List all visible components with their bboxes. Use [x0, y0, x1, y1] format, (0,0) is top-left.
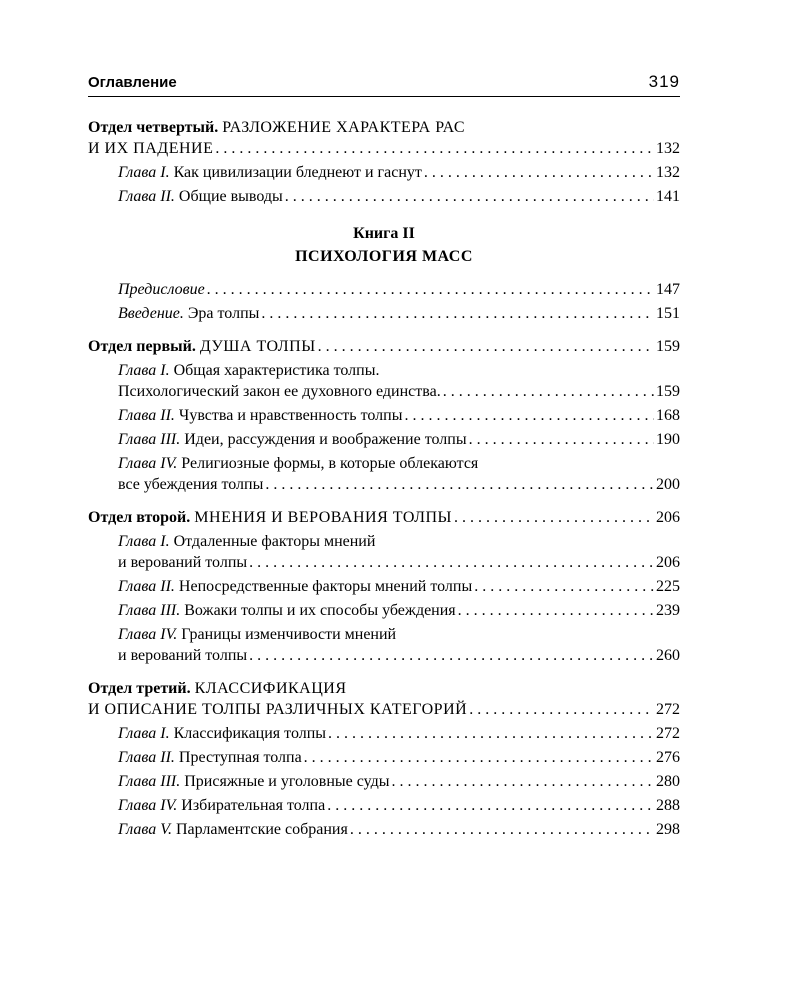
- leader-dots: [392, 771, 654, 792]
- section-title: ДУША ТОЛПЫ: [199, 338, 316, 355]
- toc-entry: [88, 507, 680, 528]
- leader-dots: [261, 303, 654, 324]
- toc-entry: [88, 576, 680, 597]
- chapter-label: Глава IV.: [118, 455, 178, 472]
- page-number: 132: [656, 164, 680, 181]
- section-3: [88, 678, 680, 840]
- section-label: Отдел третий.: [88, 680, 191, 697]
- page-number: 200: [656, 476, 680, 493]
- page-number: 159: [656, 338, 680, 355]
- section-1: [88, 336, 680, 495]
- leader-dots: [215, 138, 654, 159]
- page-number: 239: [656, 602, 680, 619]
- toc-entry: [88, 405, 680, 426]
- leader-dots: [249, 645, 654, 666]
- page-number: 147: [656, 281, 680, 298]
- page-number: 276: [656, 749, 680, 766]
- chapter-label: Глава II.: [118, 188, 175, 205]
- header-title: Оглавление: [88, 74, 177, 91]
- page-number: 280: [656, 773, 680, 790]
- leader-dots: [474, 576, 654, 597]
- section-label: Отдел четвертый.: [88, 119, 219, 136]
- page-number: 151: [656, 305, 680, 322]
- book-heading: [88, 223, 680, 269]
- toc-entry: [88, 279, 680, 300]
- toc-entry: [88, 723, 680, 744]
- page-number: 132: [656, 140, 680, 157]
- chapter-label: Глава IV.: [118, 626, 178, 643]
- leader-dots: [318, 336, 654, 357]
- section-label: Отдел первый.: [88, 338, 196, 355]
- leader-dots: [249, 552, 654, 573]
- section-title: РАЗЛОЖЕНИЕ ХАРАКТЕРА РАС: [222, 119, 465, 136]
- header-page-number: 319: [648, 72, 680, 91]
- chapter-label: Глава I.: [118, 362, 170, 379]
- leader-dots: [285, 186, 654, 207]
- section-title: МНЕНИЯ И ВЕРОВАНИЯ ТОЛПЫ: [194, 509, 452, 526]
- chapter-label: Глава I.: [118, 725, 170, 742]
- chapter-title-cont: Психологический закон ее духовного единства.: [118, 383, 441, 400]
- page-number: 168: [656, 407, 680, 424]
- section-part4: [88, 117, 680, 207]
- page-number: 260: [656, 647, 680, 664]
- leader-dots: [207, 279, 654, 300]
- chapter-title: Границы изменчивости мнений: [181, 626, 397, 643]
- section-title: КЛАССИФИКАЦИЯ: [194, 680, 347, 697]
- toc-entry: [88, 771, 680, 792]
- leader-dots: [304, 747, 654, 768]
- chapter-label: Глава I.: [118, 164, 170, 181]
- chapter-label: Глава IV.: [118, 797, 178, 814]
- page-number: 206: [656, 554, 680, 571]
- book-title: ПСИХОЛОГИЯ МАСС: [295, 248, 473, 265]
- page-number: 159: [656, 383, 680, 400]
- chapter-title: Отдаленные факторы мнений: [173, 533, 376, 550]
- page-number: 190: [656, 431, 680, 448]
- page-number: 141: [656, 188, 680, 205]
- leader-dots: [454, 507, 654, 528]
- leader-dots: [458, 600, 654, 621]
- toc-entry: [88, 819, 680, 840]
- leader-dots: [265, 474, 654, 495]
- chapter-title: Непосредственные факторы мнений толпы: [178, 578, 473, 595]
- toc-entry: [88, 747, 680, 768]
- toc-entry: [88, 186, 680, 207]
- chapter-title-cont: все убеждения толпы: [118, 476, 264, 493]
- page-number: 206: [656, 509, 680, 526]
- leader-dots: [404, 405, 654, 426]
- chapter-label: Глава II.: [118, 578, 175, 595]
- page-number: 225: [656, 578, 680, 595]
- chapter-title: Классификация толпы: [173, 725, 327, 742]
- toc-entry: [88, 624, 680, 666]
- front-label: Введение.: [118, 305, 184, 322]
- chapter-label: Глава II.: [118, 407, 175, 424]
- chapter-title: Общие выводы: [178, 188, 283, 205]
- toc-entry: [88, 162, 680, 183]
- toc-entry: [88, 600, 680, 621]
- toc-entry: [88, 336, 680, 357]
- toc-entry: [88, 678, 680, 720]
- toc-entry: [88, 795, 680, 816]
- chapter-title: Присяжные и уголовные суды: [184, 773, 390, 790]
- chapter-title: Вожаки толпы и их способы убеждения: [184, 602, 456, 619]
- chapter-title: Религиозные формы, в которые облекаются: [181, 455, 479, 472]
- leader-dots: [327, 795, 654, 816]
- chapter-label: Глава I.: [118, 533, 170, 550]
- front-title: Эра толпы: [187, 305, 260, 322]
- chapter-title: Чувства и нравственность толпы: [178, 407, 403, 424]
- chapter-title: Избирательная толпа: [181, 797, 326, 814]
- running-header: [88, 72, 680, 94]
- chapter-label: Глава III.: [118, 431, 181, 448]
- leader-dots: [350, 819, 654, 840]
- section-2: [88, 507, 680, 666]
- page-number: 272: [656, 701, 680, 718]
- section-title-cont: И ОПИСАНИЕ ТОЛПЫ РАЗЛИЧНЫХ КАТЕГОРИЙ: [88, 701, 468, 718]
- chapter-title: Общая характеристика толпы.: [173, 362, 380, 379]
- toc-entry: [88, 453, 680, 495]
- toc-entry: [88, 117, 680, 159]
- toc-entry: [88, 429, 680, 450]
- leader-dots: [328, 723, 654, 744]
- section-label: Отдел второй.: [88, 509, 191, 526]
- table-of-contents: [88, 117, 680, 840]
- book-label: Книга II: [353, 225, 415, 242]
- chapter-title: Парламентские собрания: [175, 821, 348, 838]
- chapter-label: Глава III.: [118, 773, 181, 790]
- chapter-label: Глава V.: [118, 821, 172, 838]
- section-title-cont: И ИХ ПАДЕНИЕ: [88, 140, 214, 157]
- leader-dots: [443, 381, 654, 402]
- page-number: 288: [656, 797, 680, 814]
- leader-dots: [424, 162, 654, 183]
- leader-dots: [469, 429, 654, 450]
- front-label: Предисловие: [118, 281, 205, 298]
- page-number: 272: [656, 725, 680, 742]
- chapter-title: Преступная толпа: [178, 749, 302, 766]
- toc-page: [88, 72, 680, 843]
- chapter-label: Глава II.: [118, 749, 175, 766]
- toc-entry: [88, 531, 680, 573]
- chapter-title-cont: и верований толпы: [118, 554, 248, 571]
- chapter-title: Идеи, рассуждения и воображение толпы: [184, 431, 467, 448]
- chapter-title: Как цивилизации бледнеют и гаснут: [173, 164, 422, 181]
- chapter-label: Глава III.: [118, 602, 181, 619]
- toc-entry: [88, 360, 680, 402]
- leader-dots: [469, 699, 654, 720]
- toc-entry: [88, 303, 680, 324]
- page-number: 298: [656, 821, 680, 838]
- chapter-title-cont: и верований толпы: [118, 647, 248, 664]
- header-rule: [88, 96, 680, 97]
